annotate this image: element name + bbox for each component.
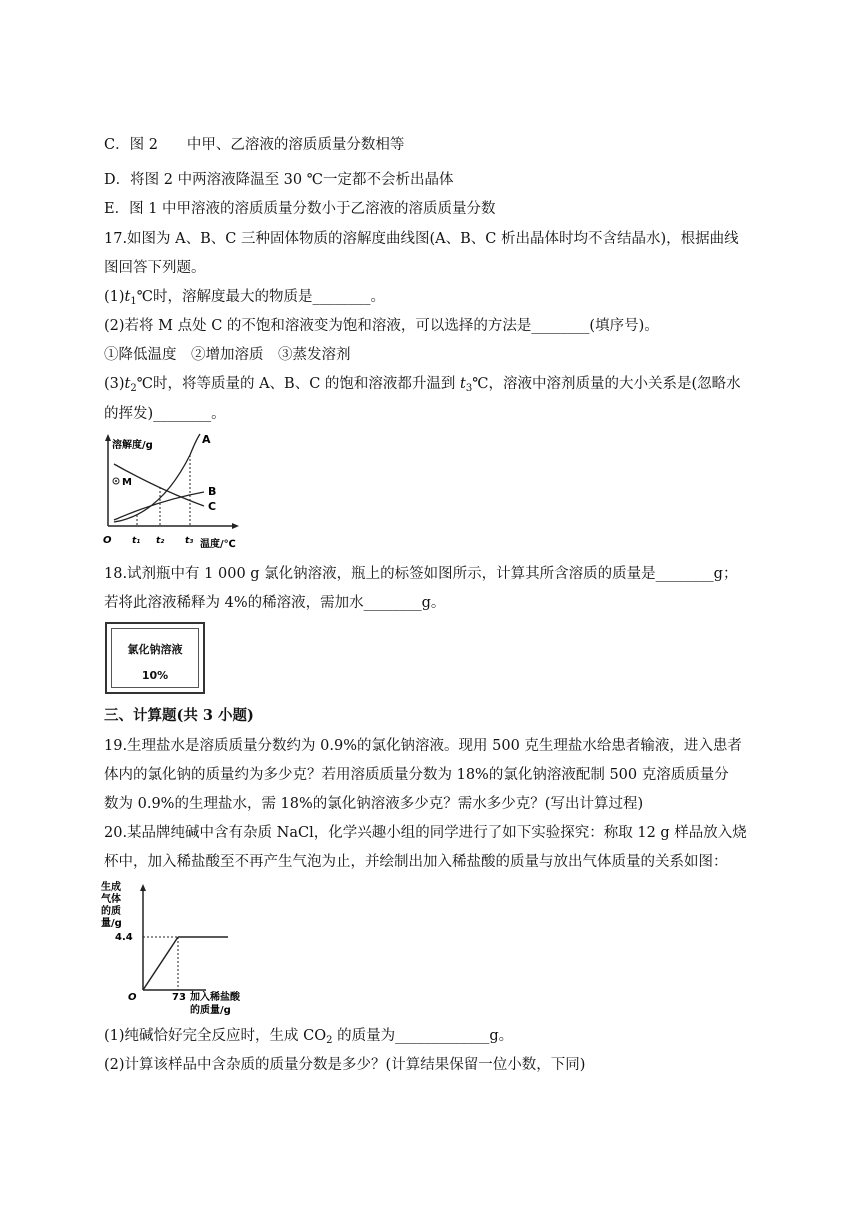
- x-axis-label: 温度/℃: [200, 539, 236, 550]
- origin-label-2: O: [128, 992, 137, 1003]
- reagent-bottle-label: [105, 622, 205, 694]
- q17-part-2: (2)若将 M 点处 C 的不饱和溶液变为饱和溶液，可以选择的方法是________(填序号)。: [104, 318, 659, 334]
- option-c: C．图 2 中甲、乙溶液的溶质质量分数相等: [104, 137, 405, 153]
- solubility-curve-figure: [100, 430, 245, 555]
- q17-stem-line-1: 17.如图为 A、B、C 三种固体物质的溶解度曲线图(A、B、C 析出晶体时均不含结晶水)，根据曲线: [104, 231, 739, 247]
- q18-line-1: 18.试剂瓶中有 1 000 g 氯化钠溶液，瓶上的标签如图所示，计算其所含溶质的质量是________g；: [104, 566, 738, 582]
- y-axis-label: 溶解度/g: [112, 440, 153, 451]
- q19-line-1: 19.生理盐水是溶质质量分数约为 0.9%的氯化钠溶液。现用 500 克生理盐水给患者输液，进入患者: [104, 738, 742, 754]
- q19-line-3: 数为 0.9%的生理盐水，需 18%的氯化钠溶液多少克？需水多少克？(写出计算过程): [104, 796, 644, 812]
- y-tick-value: 4.4: [115, 932, 133, 943]
- q20-part-2: (2)计算该样品中含杂质的质量分数是多少？(计算结果保留一位小数，下同): [104, 1057, 586, 1073]
- curve-label-c: C: [208, 500, 217, 513]
- x-label-line-2: 的质量/g: [190, 1005, 231, 1016]
- origin-label: O: [103, 535, 112, 546]
- gas-mass-figure: [98, 880, 243, 1020]
- option-e: E．图 1 中甲溶液的溶质质量分数小于乙溶液的溶质质量分数: [104, 201, 496, 217]
- curve-label-a: A: [202, 433, 211, 446]
- x-tick-value: 73: [172, 992, 186, 1003]
- point-m-label: M: [122, 477, 132, 488]
- q20-line-2: 杯中，加入稀盐酸至不再产生气泡为止，并绘制出加入稀盐酸的质量与放出气体质量的关系如图：: [104, 854, 728, 870]
- q17-part-3-line-1: $(3)t_2℃$时，将等质量的 A、B、C 的饱和溶液都升温到 $t_3℃$，溶液中溶剂质量的大小关系是(忽略水: [104, 376, 741, 394]
- label-solution-name: 氯化钠溶液: [127, 643, 183, 656]
- section-3-title: 三、计算题(共 3 小题): [104, 707, 254, 724]
- y-label-line-3: 的质: [101, 906, 121, 917]
- q19-line-2: 体内的氯化钠的质量约为多少克？若用溶质质量分数为 18%的氯化钠溶液配制 500 克溶质质量分: [104, 767, 729, 783]
- q20-part-1: (1)纯碱恰好完全反应时，生成 $CO_2$ 的质量为_____________g。: [104, 1028, 514, 1046]
- q20-line-1: 20.某品牌纯碱中含有杂质 NaCl，化学兴趣小组的同学进行了如下实验探究：称取 12 g 样品放入烧: [104, 825, 747, 841]
- reaction-line: [143, 937, 178, 990]
- q18-line-2: 若将此溶液稀释为 4%的稀溶液，需加水________g。: [104, 595, 446, 611]
- y-label-line-2: 气体: [101, 894, 121, 905]
- q17-part-1: $(1)t_1℃$时，溶解度最大的物质是________。: [104, 289, 385, 307]
- q17-part-2-options: ①降低温度 ②增加溶质 ③蒸发溶剂: [104, 347, 351, 363]
- curve-label-b: B: [208, 485, 217, 498]
- tick-t3: t₃: [185, 536, 194, 546]
- option-d: D．将图 2 中两溶液降温至 30 ℃一定都不会析出晶体: [104, 172, 454, 188]
- y-label-line-1: 生成: [101, 882, 121, 893]
- tick-t1: t₁: [132, 536, 141, 546]
- tick-t2: t₂: [156, 536, 165, 546]
- y-label-line-4: 量/g: [101, 918, 122, 929]
- q17-stem-line-2: 图回答下列题。: [104, 260, 206, 276]
- q17-part-3-line-2: 的挥发)________。: [104, 406, 226, 422]
- x-label-line-1: 加入稀盐酸: [190, 992, 240, 1003]
- label-concentration: 10%: [141, 669, 169, 682]
